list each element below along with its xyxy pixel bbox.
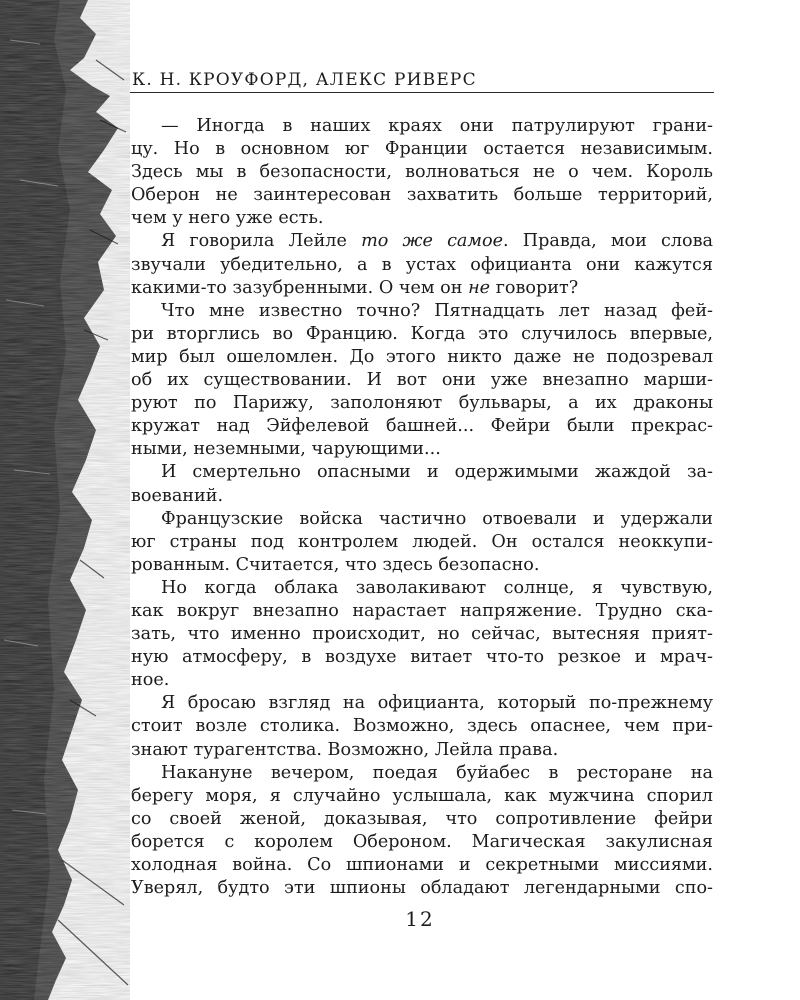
text-segment: Я говорила Лейле xyxy=(161,231,362,252)
text-line: холодная война. Со шпионами и секретными миссиями. xyxy=(131,855,713,875)
text-line: И смертельно опасными и одержимыми жаждой за- xyxy=(161,462,713,483)
text-line: об их существовании. И вот они уже внезапно марши- xyxy=(131,370,713,391)
text-segment: . Правда, мои слова xyxy=(503,231,713,252)
text-line xyxy=(131,277,713,300)
text-line xyxy=(131,230,713,253)
text-line: чем у него уже есть. xyxy=(131,208,324,229)
grunge-texture-graphic xyxy=(0,0,130,1000)
italic-text: не xyxy=(468,277,491,298)
text-line: звучали убедительно, а в устах официанта они кажутся xyxy=(131,254,713,275)
text-line: ри вторглись во Францию. Когда это случилось впервые, xyxy=(131,323,713,344)
text-line: цу. Но в основном юг Франции остается независимым. xyxy=(131,139,713,160)
body-text xyxy=(131,115,713,900)
text-line: со своей женой, доказывая, что сопротивление фейри xyxy=(131,808,713,829)
text-line: знают турагентства. Возможно, Лейла права. xyxy=(131,739,559,760)
text-line: Здесь мы в безопасности, волноваться не о чем. Король xyxy=(131,162,713,183)
text-line: ными, неземными, чарующими... xyxy=(131,439,441,460)
text-line: Оберон не заинтересован захватить больше территорий, xyxy=(131,185,713,206)
text-line: рованным. Считается, что здесь безопасно. xyxy=(131,554,540,575)
text-line: Уверял, будто эти шпионы обладают легендарными спо- xyxy=(131,878,713,899)
text-segment: какими-то зазубренными. О чем он xyxy=(131,277,469,298)
text-line: Но когда облака заволакивают солнце, я чувствую, xyxy=(161,577,713,598)
text-line: Французские войска частично отвоевали и удержали xyxy=(161,508,713,529)
text-line: мир был ошеломлен. До этого никто даже не подозревал xyxy=(131,346,713,367)
text-line: борется с королем Обероном. Магическая закулисная xyxy=(131,831,713,852)
text-line: — Иногда в наших краях они патрулируют грани- xyxy=(161,116,713,136)
page-number: 12 xyxy=(405,907,435,931)
running-title: К. Н. КРОУФОРД, АЛЕКС РИВЕРС xyxy=(132,70,477,90)
text-line: стоит возле столика. Возможно, здесь опаснее, чем при- xyxy=(131,716,713,737)
italic-text: то же самое xyxy=(361,231,503,252)
text-line: Накануне вечером, поедая буйабес в ресторане на xyxy=(161,762,713,783)
running-header xyxy=(130,62,714,93)
text-line: как вокруг внезапно нарастает напряжение. Трудно ска- xyxy=(131,600,713,621)
text-line: ную атмосферу, в воздухе витает что-то резкое и мрач- xyxy=(131,647,713,668)
text-line: Что мне известно точно? Пятнадцать лет назад фей- xyxy=(161,300,713,321)
text-line: кружат над Эйфелевой башней... Фейри были прекрас- xyxy=(131,416,713,437)
text-line: ное. xyxy=(131,670,170,691)
text-line: Я бросаю взгляд на официанта, который по-прежнему xyxy=(161,693,713,714)
text-line: воеваний. xyxy=(131,485,224,506)
text-line: берегу моря, я случайно услышала, как мужчина спорил xyxy=(131,785,713,806)
text-line: юг страны под контролем людей. Он остался неоккупи- xyxy=(131,531,713,552)
text-line: руют по Парижу, заполоняют бульвары, а их драконы xyxy=(131,393,713,414)
distressed-left-edge xyxy=(0,0,130,1000)
text-segment: говорит? xyxy=(490,277,579,298)
text-line: зать, что именно происходит, но сейчас, вытесняя прият- xyxy=(131,624,713,645)
